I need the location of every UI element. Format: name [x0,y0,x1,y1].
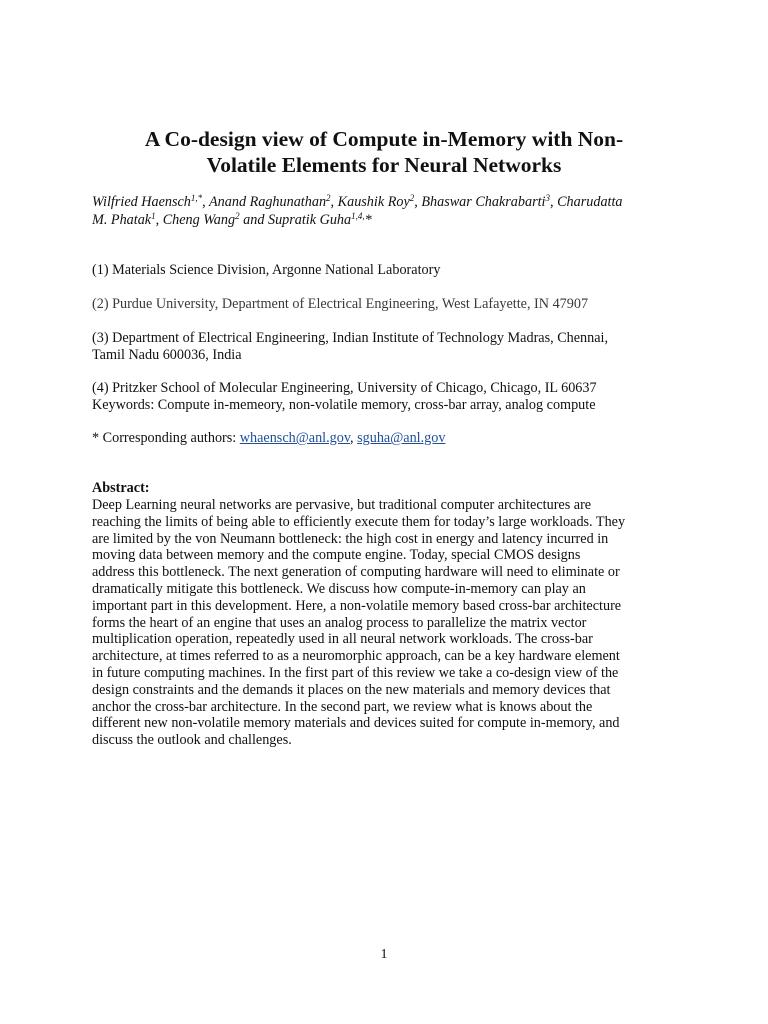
affiliation-marker: 1,* [190,193,203,203]
abstract-line: reaching the limits of being able to efficiently execute them for today’s large workloads. They [92,513,626,530]
abstract-line: architecture, at times referred to as a neuromorphic approach, can be a key hardware element [92,648,620,665]
abstract-line: discuss the outlook and challenges. [92,732,292,749]
abstract-line: different new non-volatile memory materials and devices suited for compute in-memory, and [92,715,620,732]
affiliation-marker: 2 [409,193,415,203]
author-name: , Anand Raghunathan [202,194,327,210]
abstract-line: Deep Learning neural networks are pervasive, but traditional computer architectures are [92,497,592,513]
author-line [92,194,692,212]
title-line: A Co-design view of Compute in-Memory with Non- [144,127,624,151]
paper-title [60,126,708,178]
abstract-line: are limited by the von Neumann bottleneck: the high cost in energy and latency incurred in [92,530,609,547]
author-name: M. Phatak [92,211,152,228]
author-name: , Kaushik Roy [330,194,410,210]
corresponding-authors [92,430,445,447]
page-number: 1 [380,947,388,962]
keywords: Keywords: Compute in-memeory, non-volatile memory, cross-bar array, analog compute [92,396,596,413]
abstract-line: design constraints and the demands it places on the new materials and memory devices that [92,681,611,698]
author-name: , Charudatta [550,194,623,210]
affiliation-2: (2) Purdue University, Department of Electrical Engineering, West Lafayette, IN 47907 [92,296,589,312]
title-line: Volatile Elements for Neural Networks [206,153,562,177]
author-list [92,194,692,229]
email-link-whaensch[interactable]: whaensch@anl.gov [239,430,351,446]
affiliation-marker: 1 [151,210,156,221]
affiliation-marker: 2 [326,193,331,203]
author-name: and Supratik Guha [239,211,352,228]
affiliation-marker: 3 [545,193,550,203]
author-name: , Bhaswar Chakrabarti [414,194,546,210]
author-name: Wilfried Haensch [92,194,191,210]
abstract-line: moving data between memory and the compute engine. Today, special CMOS designs [92,547,581,564]
abstract-heading: Abstract: [92,480,150,496]
corresponding-marker: * [364,211,372,228]
affiliation-3: (3) Department of Electrical Engineering, Indian Institute of Technology Madras, Chennai, Tamil Nadu 600036, India [92,330,609,363]
affiliation-marker: 1,4, [351,210,365,221]
affiliation-4: (4) Pritzker School of Molecular Engineering, University of Chicago, Chicago, IL 60637 Keywords: Compute in-memeory, non-volatile memory, cross-bar array, analog compute [92,380,692,413]
abstract-line: anchor the cross-bar architecture. In the second part, we review what is knows about the [92,698,593,715]
author-line [92,212,692,230]
abstract-text [92,497,692,749]
affiliation-1: (1) Materials Science Division, Argonne National Laboratory [92,262,441,278]
abstract-line: address this bottleneck. The next generation of computing hardware will need to eliminate or [92,564,620,581]
corresponding-label: * Corresponding authors: [92,430,240,446]
abstract-line: multiplication operation, repeatedly used in all neural network workloads. The cross-bar [92,631,593,648]
email-link-sguha[interactable]: sguha@anl.gov [357,430,446,446]
email-separator: , [350,430,358,446]
abstract-line: in future computing machines. In the first part of this review we take a co-design view of the [92,664,619,681]
abstract-line: dramatically mitigate this bottleneck. We discuss how compute-in-memory can play an [92,580,586,597]
affiliation-marker: 2 [235,210,240,221]
abstract-line: important part in this development. Here, a non-volatile memory based cross-bar architecture [92,597,622,614]
author-name: , Cheng Wang [155,211,236,228]
abstract-line: forms the heart of an engine that uses an analog process to parallelize the matrix vector [92,614,587,631]
